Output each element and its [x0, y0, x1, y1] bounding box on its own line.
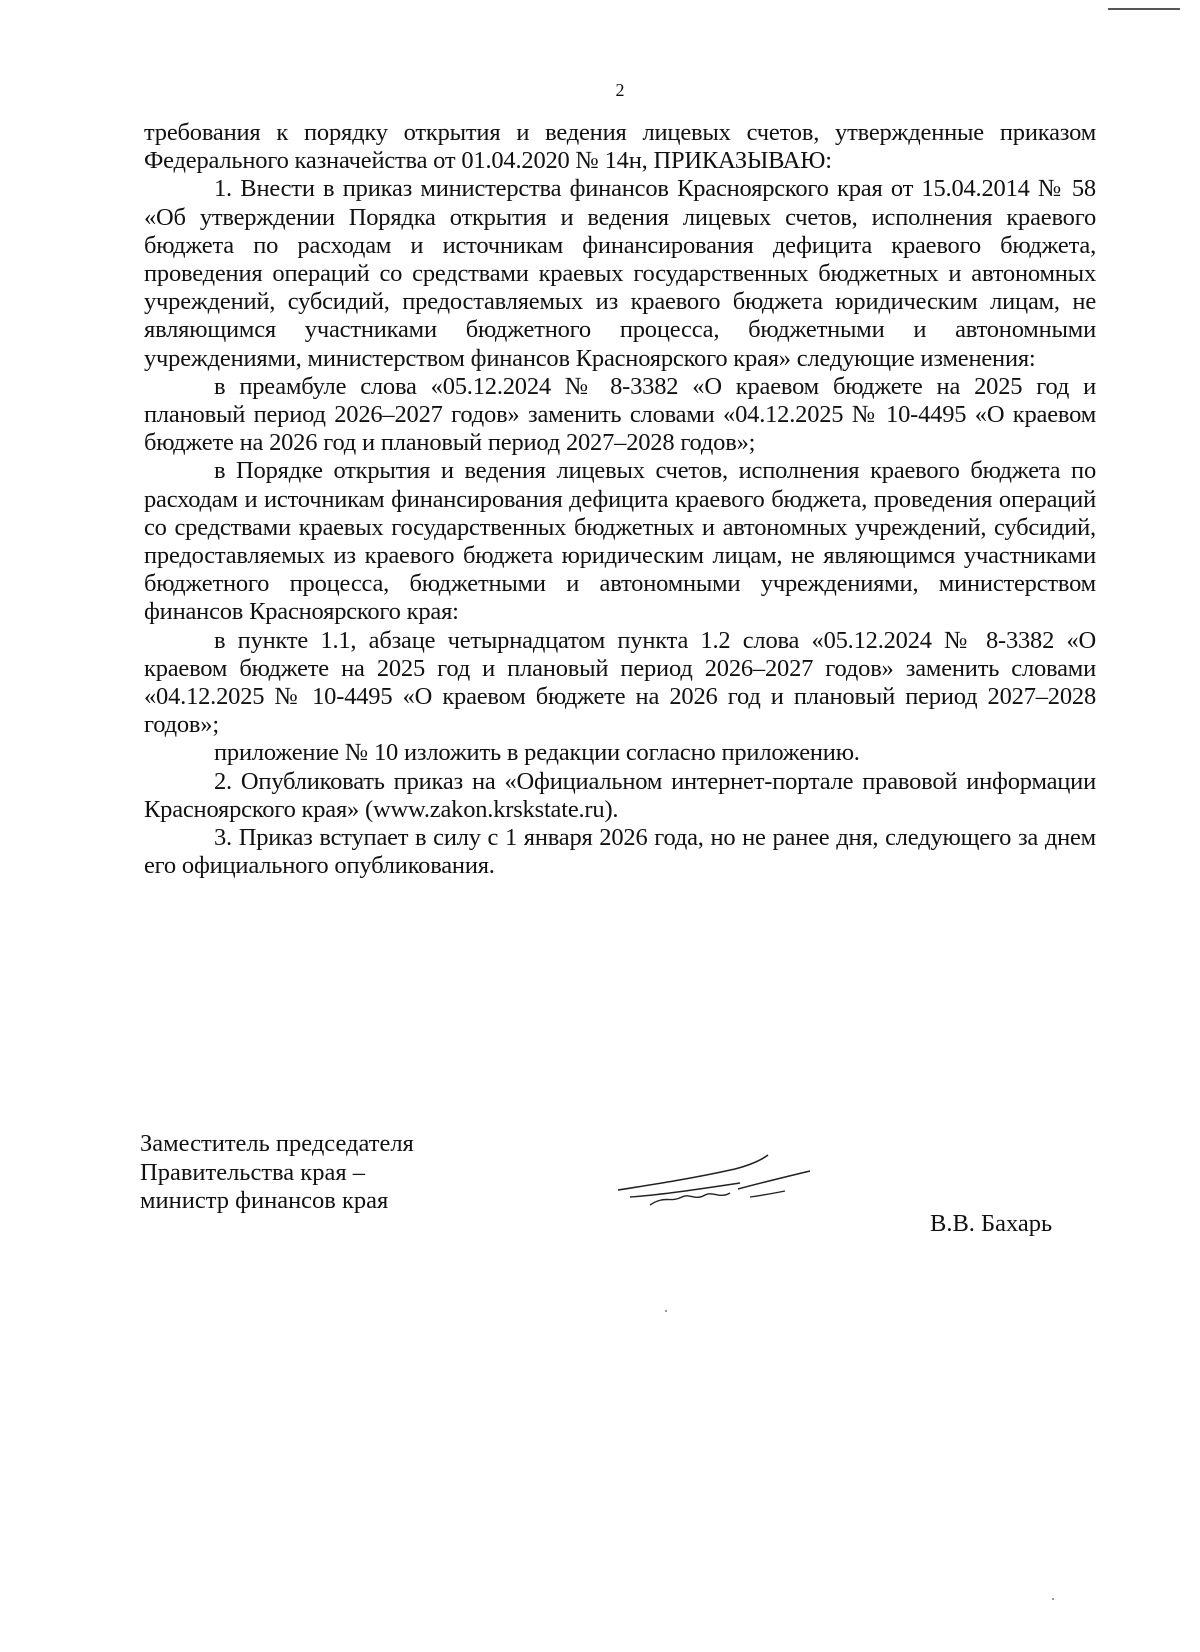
signer-position-line: Правительства края – — [140, 1158, 365, 1186]
handwritten-signature — [610, 1145, 820, 1215]
paragraph: в преамбуле слова «05.12.2024 № 8-3382 «О краевом бюджете на 2025 год и плановый период 2026–2027 годов» заменить словами «04.12.2025 № 10-4495 «О краевом бюджете на 2026 год и плановый период 2027–2028 годов»; — [144, 372, 1096, 457]
document-body — [144, 119, 1096, 880]
paragraph: требования к порядку открытия и ведения лицевых счетов, утвержденные приказом Федерального казначейства от 01.04.2020 № 14н, ПРИКАЗЫВАЮ: — [144, 119, 1096, 175]
signer-position-line: министр финансов края — [140, 1187, 389, 1214]
scan-corner-mark — [1108, 8, 1180, 10]
signer-position-line: Заместитель председателя — [140, 1130, 414, 1157]
paragraph: в пункте 1.1, абзаце четырнадцатом пункта 1.2 слова «05.12.2024 № 8-3382 «О краевом бюджете на 2025 год и плановый период 2026–2027 годов» заменить словами «04.12.2025 № 10-4495 «О краевом бюджете на 2026 год и плановый период 2027–2028 годов»; — [144, 626, 1096, 739]
paragraph: в Порядке открытия и ведения лицевых счетов, исполнения краевого бюджета по расходам и источникам финансирования дефицита краевого бюджета, проведения операций со средствами краевых государственных бюджетных и автономных учреждений, субсидий, предоставляемых из краевого бюджета юридическим лицам, не являющимся участниками бюджетного процесса, бюджетными и автономными учреждениями, министерством финансов Красноярского края: — [144, 457, 1096, 626]
paragraph: 3. Приказ вступает в силу с 1 января 2026 года, но не ранее дня, следующего за днем его официального опубликования. — [144, 824, 1096, 880]
paragraph: 1. Внести в приказ министерства финансов Красноярского края от 15.04.2014 № 58 «Об утверждении Порядка открытия и ведения лицевых счетов, исполнения краевого бюджета по расходам и источникам финансирования дефицита краевого бюджета, проведения операций со средствами краевых государственных бюджетных и автономных учреждений, субсидий, предоставляемых из краевого бюджета юридическим лицам, не являющимся участниками бюджетного процесса, бюджетными и автономными учреждениями, министерством финансов Красноярского края» следующие изменения: — [144, 175, 1096, 372]
paragraph: 2. Опубликовать приказ на «Официальном интернет-портале правовой информации Красноярского края» (www.zakon.krskstate.ru). — [144, 767, 1096, 823]
scan-speck — [1052, 1598, 1054, 1600]
signer-position — [140, 1130, 414, 1216]
paragraph: приложение № 10 изложить в редакции согласно приложению. — [214, 739, 860, 767]
page-number: 2 — [615, 80, 625, 100]
scan-speck — [665, 1310, 667, 1312]
signer-name: В.В. Бахарь — [930, 1210, 1053, 1237]
